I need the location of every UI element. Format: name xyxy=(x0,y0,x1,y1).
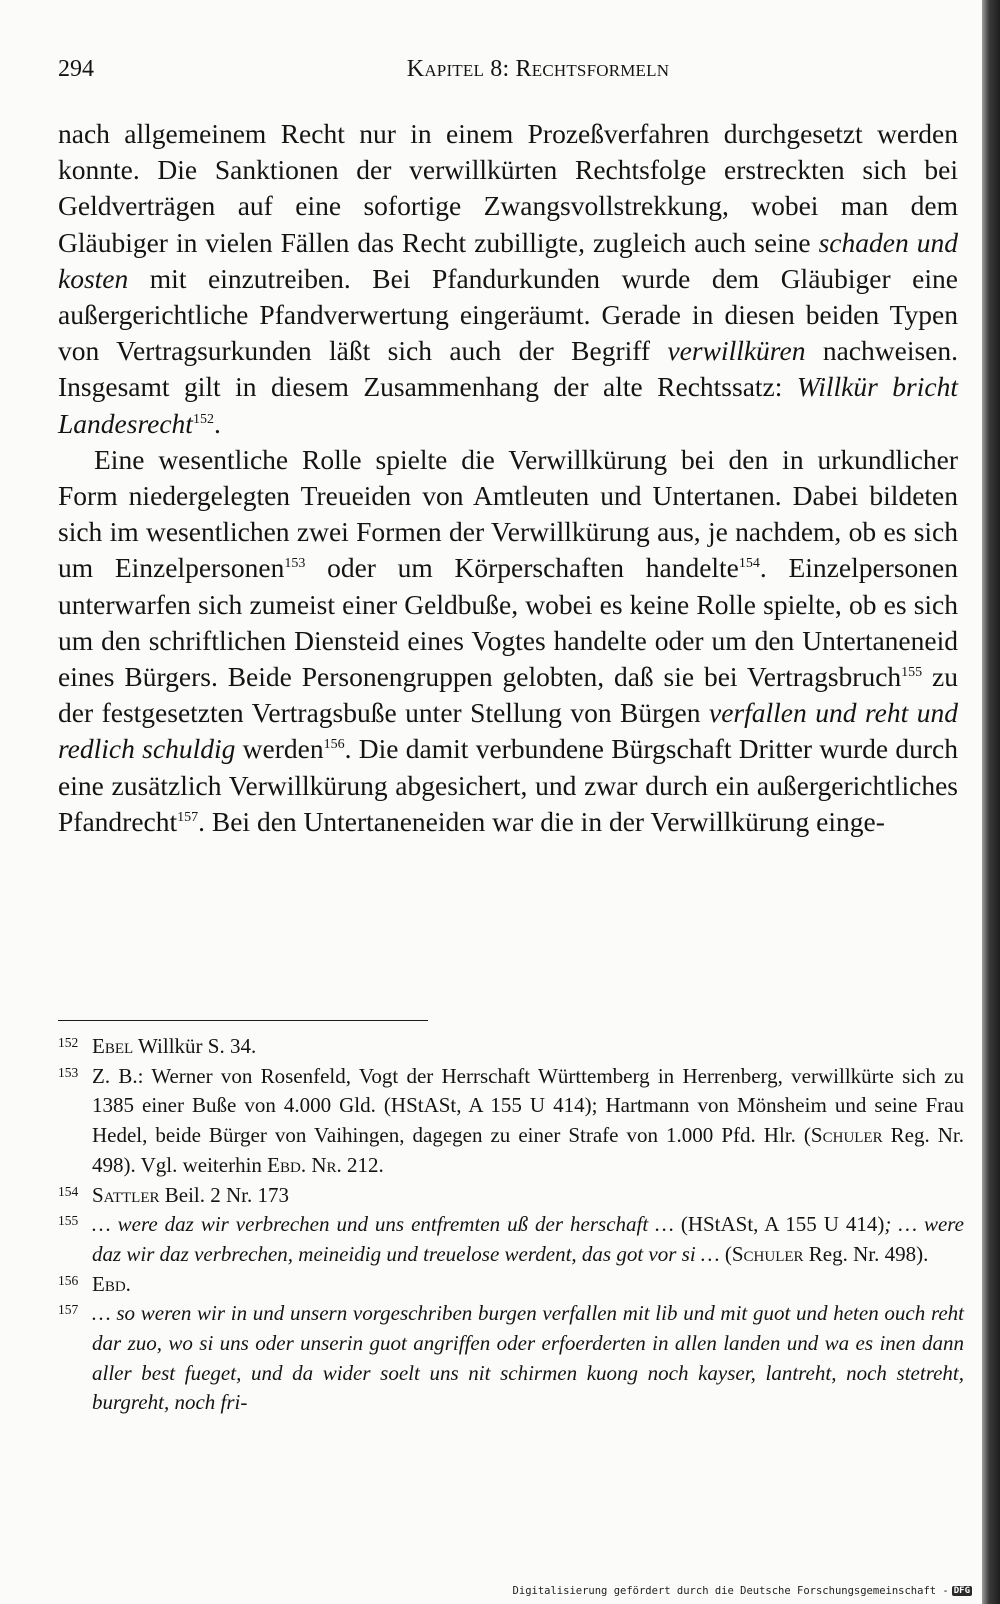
footnote-number: 157 xyxy=(58,1302,79,1318)
footnote-number: 154 xyxy=(58,1183,79,1199)
footnote-156: 156 Ebd. xyxy=(58,1270,964,1300)
footnotes xyxy=(58,1032,964,1418)
page-number: 294 xyxy=(58,56,94,82)
page-header xyxy=(58,56,958,86)
footnote-154: 154 Sattler Beil. 2 Nr. 173 xyxy=(58,1181,964,1211)
footnote-number: 156 xyxy=(58,1272,79,1288)
paragraph-1: nach allgemeinem Recht nur in einem Prozeßverfahren durchgesetzt werden konnte. Die Sanktionen der verwillkürten Rechtsfolge erstreckten sich bei Geldverträgen auf eine sofortige Zwangsvollstrekkung, wobei man dem Gläubiger in vielen Fällen das Recht zubilligte, zugleich auch seine schaden und kosten mit einzutreiben. Bei Pfandurkunden wurde dem Gläubiger eine außergerichtliche Pfandverwertung eingeräumt. Gerade in diesen beiden Typen von Vertragsurkunden läßt sich auch der Begriff verwillküren nachweisen. Insgesamt gilt in diesem Zusammenhang der alte Rechtssatz: Willkür bricht Landesrecht$^{152}$. xyxy=(58,118,958,439)
italic-phrase: schaden und kosten xyxy=(58,226,958,294)
footnote-divider xyxy=(58,1020,428,1021)
footnote-number: 152 xyxy=(58,1035,79,1050)
italic-phrase: verfallen und reht und redlich schuldig xyxy=(58,697,958,765)
page-edge-shadow xyxy=(982,0,1000,1604)
footnote-152: 152 Ebel Willkür S. 34. xyxy=(58,1032,964,1062)
dfg-logo-icon: DFG xyxy=(953,1586,970,1596)
footnote-ref-157[interactable]: 157 xyxy=(177,809,199,825)
footnote-ref-156[interactable]: 156 xyxy=(323,737,345,753)
footnote-153: 153 Z. B.: Werner von Rosenfeld, Vogt der Herrschaft Württemberg in Herrenberg, verwillkürte sich zu 1385 einer Buße von 4.000 Gld. (HStASt, A 155 U 414); Hartmann von Mönsheim und seine Frau Hedel, beide Bürger von Vaihingen, dagegen zu einer Strafe von 1.000 Pfd. Hlr. (Schuler Reg. Nr. 498). Vgl. weiterhin Ebd. Nr. 212. xyxy=(58,1062,964,1181)
credit-text: Digitalisierung gefördert durch die Deutsche Forschungsgemeinschaft - xyxy=(512,1585,949,1597)
footnote-ref-153[interactable]: 153 xyxy=(284,556,306,572)
footnote-number: 153 xyxy=(58,1064,79,1080)
footnote-ref-155[interactable]: 155 xyxy=(901,664,923,680)
footnote-ref-154[interactable]: 154 xyxy=(738,556,760,572)
footnote-ref-152[interactable]: 152 xyxy=(192,411,214,427)
footnote-155: 155 … were daz wir verbrechen und uns entfremten uß der herschaft … (HStASt, A 155 U 414); … were daz wir daz verbrechen, meineidig und treuelose werdent, das got vor si … (Schuler Reg. Nr. 498). xyxy=(58,1210,964,1269)
paragraph-2: Eine wesentliche Rolle spielte die Verwillkürung bei den in urkundlicher Form niedergelegten Treueiden von Amtleuten und Untertanen. Dabei bildeten sich im wesentlichen zwei Formen der Verwillkürung aus, je nachdem, ob es sich um Einzelpersonen$^{153}$ oder um Körperschaften handelte$^{154}$. Einzelpersonen unterwarfen sich zumeist einer Geldbuße, wobei es keine Rolle spielte, ob es sich um den schriftlichen Diensteid eines Vogtes handelte oder um den Untertaneneid eines Bürgers. Beide Personengruppen gelobten, daß sie bei Vertragsbruch$^{155}$ zu der festgesetzten Vertragsbuße unter Stellung von Bürgen verfallen und reht und redlich schuldig werden$^{156}$. Die damit verbundene Bürgschaft Dritter wurde durch eine zusätzlich Verwillkürung abgesichert, und zwar durch ein außergerichtliches Pfandrecht$^{157}$. Bei den Untertaneneiden war die in der Verwillkürung einge- xyxy=(58,443,958,837)
italic-phrase: verwillküren xyxy=(667,335,806,367)
body-text xyxy=(58,116,958,840)
running-head: Kapitel 8: Rechtsformeln xyxy=(406,56,670,82)
digitization-credit xyxy=(513,1585,972,1597)
italic-phrase: Willkür bricht Landesrecht xyxy=(58,371,958,439)
footnote-number: 155 xyxy=(58,1213,79,1229)
footnote-157: 157 … so weren wir in und unsern vorgeschriben burgen verfallen mit lib und mit guot und heten ouch reht dar zuo, wo si uns oder unserin guot angriffen oder erfoerderten in allen landen und wa es inen dann aller best fueget, und da wider soelt uns nit schirmen kuong noch kayser, lantreht, noch stetreht, burgreht, noch fri- xyxy=(58,1299,964,1418)
